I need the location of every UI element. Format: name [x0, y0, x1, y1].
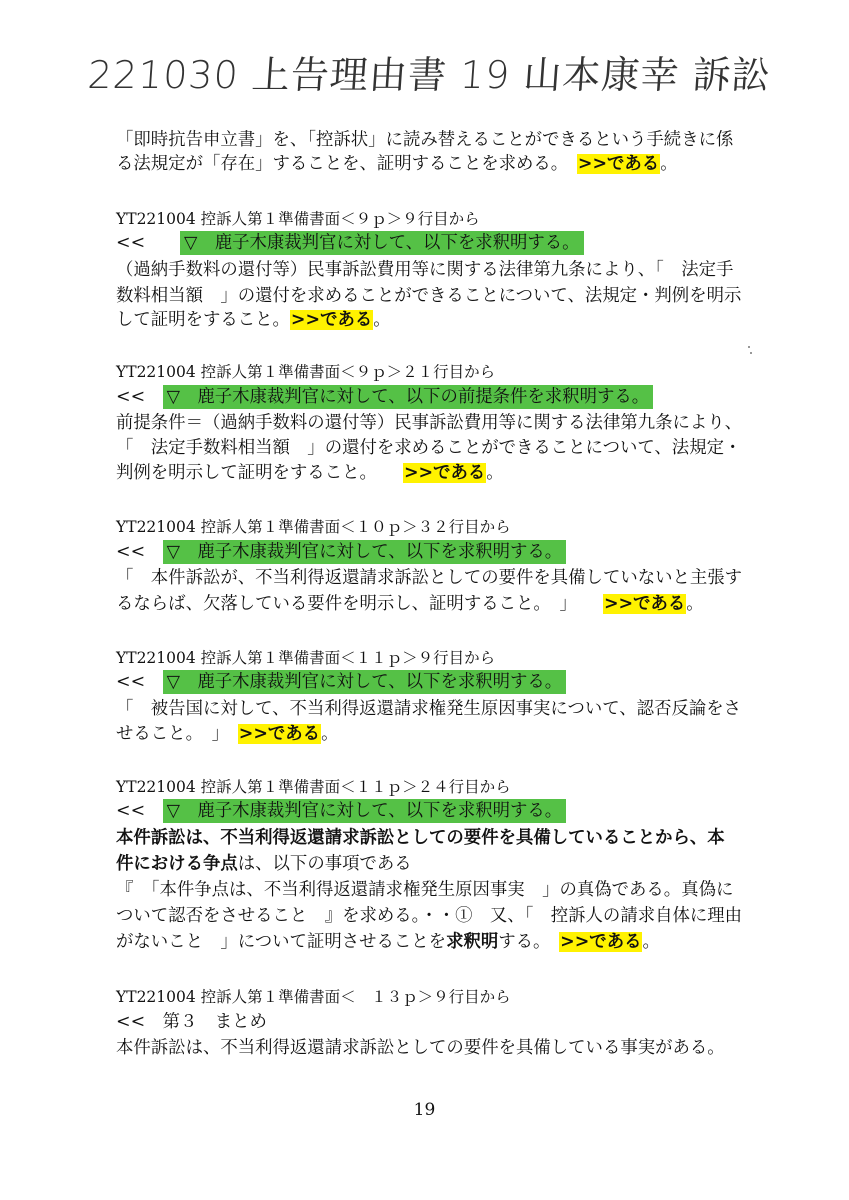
punct: 。: [373, 310, 391, 330]
punct: 。: [486, 463, 504, 483]
section-2-line-2: 「 法定手数料相当額 」の還付を求めることができることについて、法規定・: [116, 438, 742, 458]
line-text: るならば、欠落している要件を明示し、証明すること。 」: [116, 594, 569, 614]
section-6-header: YT221004 控訴人第１準備書面＜ １３ｐ＞９行目から: [116, 988, 511, 1006]
bold-phrase: 件における争点: [116, 854, 238, 874]
section-2-line-3: [116, 461, 806, 485]
lead-prefix: <<: [116, 542, 146, 562]
section-5-header: YT221004 控訴人第１準備書面＜１１ｐ＞２４行目から: [116, 778, 511, 796]
punct: 。: [660, 154, 678, 174]
page-number: 19: [413, 1100, 436, 1120]
section-1-header: YT221004 控訴人第１準備書面＜９ｐ＞９行目から: [116, 210, 480, 228]
lead-prefix: <<: [116, 387, 146, 407]
line-text: 判例を明示して証明をすること。: [116, 463, 369, 483]
intro-line-1: 「即時抗告申立書」を、「控訴状」に読み替えることができるという手続きに係: [116, 130, 734, 150]
punct: 。: [321, 724, 339, 744]
section-5-line-3: 『 「本件争点は、不当利得返還請求権発生原因事実 」の真偽である。真偽に: [116, 880, 734, 900]
punct: 。: [642, 932, 660, 952]
section-1-line-2: 数料相当額 」の還付を求めることができることについて、法規定・判例を明示: [116, 286, 742, 306]
section-5-line-4: ついて認否をさせること 』を求める。・・① 又、「 控訴人の請求自体に理由: [116, 906, 743, 926]
section-5-line-2: [116, 852, 806, 876]
highlight-de-aru: >>である: [577, 154, 660, 174]
bold-phrase: 求釈明: [446, 932, 499, 952]
scan-speck: [750, 352, 752, 354]
green-highlight: ▽ 鹿子木康裁判官に対して、以下の前提条件を求釈明する。: [163, 385, 654, 409]
highlight-de-aru: >>である: [403, 463, 486, 483]
highlight-de-aru: >>である: [290, 310, 373, 330]
highlight-de-aru: >>である: [603, 594, 686, 614]
green-highlight: ▽ 鹿子木康裁判官に対して、以下を求釈明する。: [163, 540, 567, 564]
highlight-de-aru: >>である: [238, 724, 321, 744]
lead-prefix: <<: [116, 672, 146, 692]
intro-line-2: [116, 152, 806, 176]
lead-text: 第３ まとめ: [162, 1012, 267, 1032]
section-2-header: YT221004 控訴人第１準備書面＜９ｐ＞２１行目から: [116, 363, 496, 381]
section-5-line-5: [116, 930, 806, 954]
green-highlight: ▽ 鹿子木康裁判官に対して、以下を求釈明する。: [163, 670, 567, 694]
section-6-lead: [116, 1010, 806, 1034]
section-4-header: YT221004 控訴人第１準備書面＜１１ｐ＞９行目から: [116, 649, 496, 667]
green-highlight: ▽ 鹿子木康裁判官に対して、以下を求釈明する。: [163, 799, 567, 823]
line-text: して証明をすること。: [116, 310, 290, 330]
section-1-lead: [116, 231, 806, 255]
section-2-line-1: 前提条件＝（過納手数料の還付等）民事訴訟費用等に関する法律第九条により、: [116, 413, 743, 433]
punct: 。: [686, 594, 704, 614]
section-4-line-2: [116, 722, 806, 746]
line-text: する。: [498, 932, 542, 952]
lead-prefix: <<: [116, 801, 146, 821]
intro-line-2-text: る法規定が「存在」することを、証明することを求める。: [116, 154, 560, 174]
lead-prefix: <<: [116, 1012, 146, 1032]
lead-prefix: <<: [116, 233, 146, 253]
section-3-line-2: [116, 592, 806, 616]
section-4-line-1: 「 被告国に対して、不当利得返還請求権発生原因事実について、認否反論をさ: [116, 699, 742, 719]
section-1-line-3: [116, 308, 806, 332]
handwritten-title: 221030 上告理由書 19 山本康幸 訴訟: [86, 53, 773, 97]
section-1-line-1: （過納手数料の還付等）民事訴訟費用等に関する法律第九条により、「 法定手: [116, 260, 734, 280]
section-2-lead: [116, 385, 806, 409]
section-3-line-1: 「 本件訴訟が、不当利得返還請求訴訟としての要件を具備していないと主張す: [116, 568, 743, 588]
section-6-line-1: 本件訴訟は、不当利得返還請求訴訟としての要件を具備している事実がある。: [116, 1038, 725, 1058]
section-4-lead: [116, 670, 806, 694]
scan-speck: [748, 346, 750, 348]
line-text: がないこと 」について証明させることを: [116, 932, 447, 952]
section-3-lead: [116, 540, 806, 564]
section-3-header: YT221004 控訴人第１準備書面＜１０ｐ＞３２行目から: [116, 518, 511, 536]
line-text: は、以下の事項である: [237, 854, 412, 874]
section-5-line-1: 本件訴訟は、不当利得返還請求訴訟としての要件を具備していることから、本: [116, 828, 725, 848]
section-5-lead: [116, 799, 806, 823]
highlight-de-aru: >>である: [560, 932, 642, 952]
line-text: せること。 」: [116, 724, 221, 744]
green-highlight: ▽ 鹿子木康裁判官に対して、以下を求釈明する。: [180, 231, 584, 255]
